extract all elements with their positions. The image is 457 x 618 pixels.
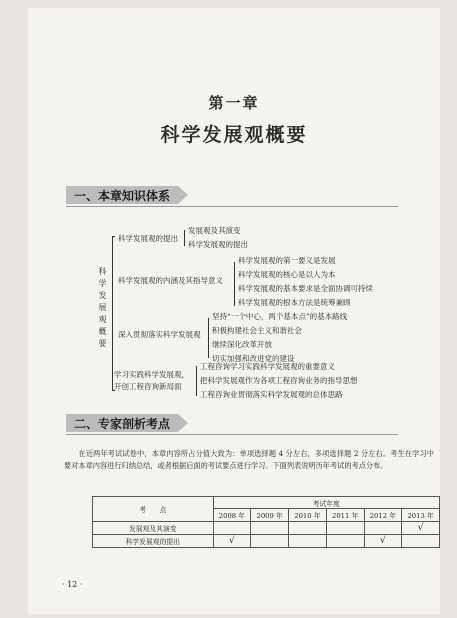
group-item: 积极构建社会主义和谐社会 bbox=[212, 326, 302, 335]
table-cell bbox=[364, 522, 402, 535]
row-label: 发展观及其演变 bbox=[93, 522, 214, 535]
group-item: 科学发展观的核心是以人为本 bbox=[238, 270, 336, 279]
group-item: 工程咨询业贯彻落实科学发展观的总体思路 bbox=[200, 390, 343, 399]
table-row bbox=[93, 522, 440, 535]
section-heading-text: 一、本章知识体系 bbox=[74, 188, 171, 203]
group-item: 工程咨询学习实践科学发展观的重要意义 bbox=[200, 362, 335, 371]
chapter-title: 科学发展观概要 bbox=[160, 124, 308, 146]
group-item: 科学发展观的第一要义是发展 bbox=[238, 256, 336, 265]
table-group-header: 考试年度 bbox=[213, 497, 439, 509]
table-cell bbox=[326, 535, 364, 548]
table-cell bbox=[289, 535, 327, 548]
section-heading-exam-analysis bbox=[66, 414, 178, 432]
table-cell bbox=[213, 522, 251, 535]
group-item: 科学发展观的基本要求是全面协调可持续 bbox=[238, 284, 373, 293]
table-cell: √ bbox=[364, 535, 402, 548]
group-item: 发展观及其演变 bbox=[188, 226, 241, 235]
group-item: 坚持“一个中心，两个基本点”的基本路线 bbox=[212, 312, 348, 321]
group-label-practice-line2: 开创工程咨询新局面 bbox=[114, 382, 182, 391]
year-header: 2011 年 bbox=[326, 509, 364, 522]
table-cell: √ bbox=[402, 522, 440, 535]
year-header: 2013 年 bbox=[402, 509, 440, 522]
group-label-connotation: 科学发展观的内涵及其指导意义 bbox=[118, 276, 223, 285]
table-cell bbox=[402, 535, 440, 548]
table-cell bbox=[326, 522, 364, 535]
section-heading-knowledge-system bbox=[66, 186, 178, 204]
year-header: 2010 年 bbox=[289, 509, 327, 522]
row-label: 科学发展观的提出 bbox=[93, 535, 214, 548]
exam-points-table bbox=[92, 496, 440, 548]
group-item: 切实加强和改进党的建设 bbox=[212, 354, 295, 363]
intro-paragraph: 在近两年考试试卷中，本章内容所占分值大致为：单项选择题 4 分左右，多项选择题 2 分左右。考生在学习中要对本章内容进行归纳总结，或者根据后面的考试要点进行学习。下面列表说明历年考试的考点分布。 bbox=[64, 449, 434, 470]
year-header: 2008 年 bbox=[213, 509, 251, 522]
section-heading-text: 二、专家剖析考点 bbox=[74, 416, 171, 431]
table-cell bbox=[251, 522, 289, 535]
year-header: 2009 年 bbox=[251, 509, 289, 522]
table-row bbox=[93, 535, 440, 548]
group-item: 继续深化改革开放 bbox=[212, 340, 272, 349]
group-label-proposal: 科学发展观的提出 bbox=[118, 234, 178, 243]
group-item: 科学发展观的提出 bbox=[188, 240, 248, 249]
group-label-implementation: 深入贯彻落实科学发展观 bbox=[118, 330, 201, 339]
group-label-practice-line1: 学习实践科学发展观， bbox=[114, 370, 189, 379]
group-item: 把科学发展观作为各项工程咨询业务的指导思想 bbox=[200, 376, 358, 385]
group-item: 科学发展观的根本方法是统筹兼顾 bbox=[238, 298, 351, 307]
table-corner-header: 考 点 bbox=[93, 497, 214, 522]
chapter-number: 第一章 bbox=[208, 94, 260, 112]
table-cell bbox=[251, 535, 289, 548]
book-page bbox=[28, 8, 440, 614]
table-cell bbox=[289, 522, 327, 535]
page-number: · 12 · bbox=[62, 580, 83, 589]
tree-root-label: 科学发展观概要 bbox=[98, 267, 107, 348]
table-cell: √ bbox=[213, 535, 251, 548]
year-header: 2012 年 bbox=[364, 509, 402, 522]
